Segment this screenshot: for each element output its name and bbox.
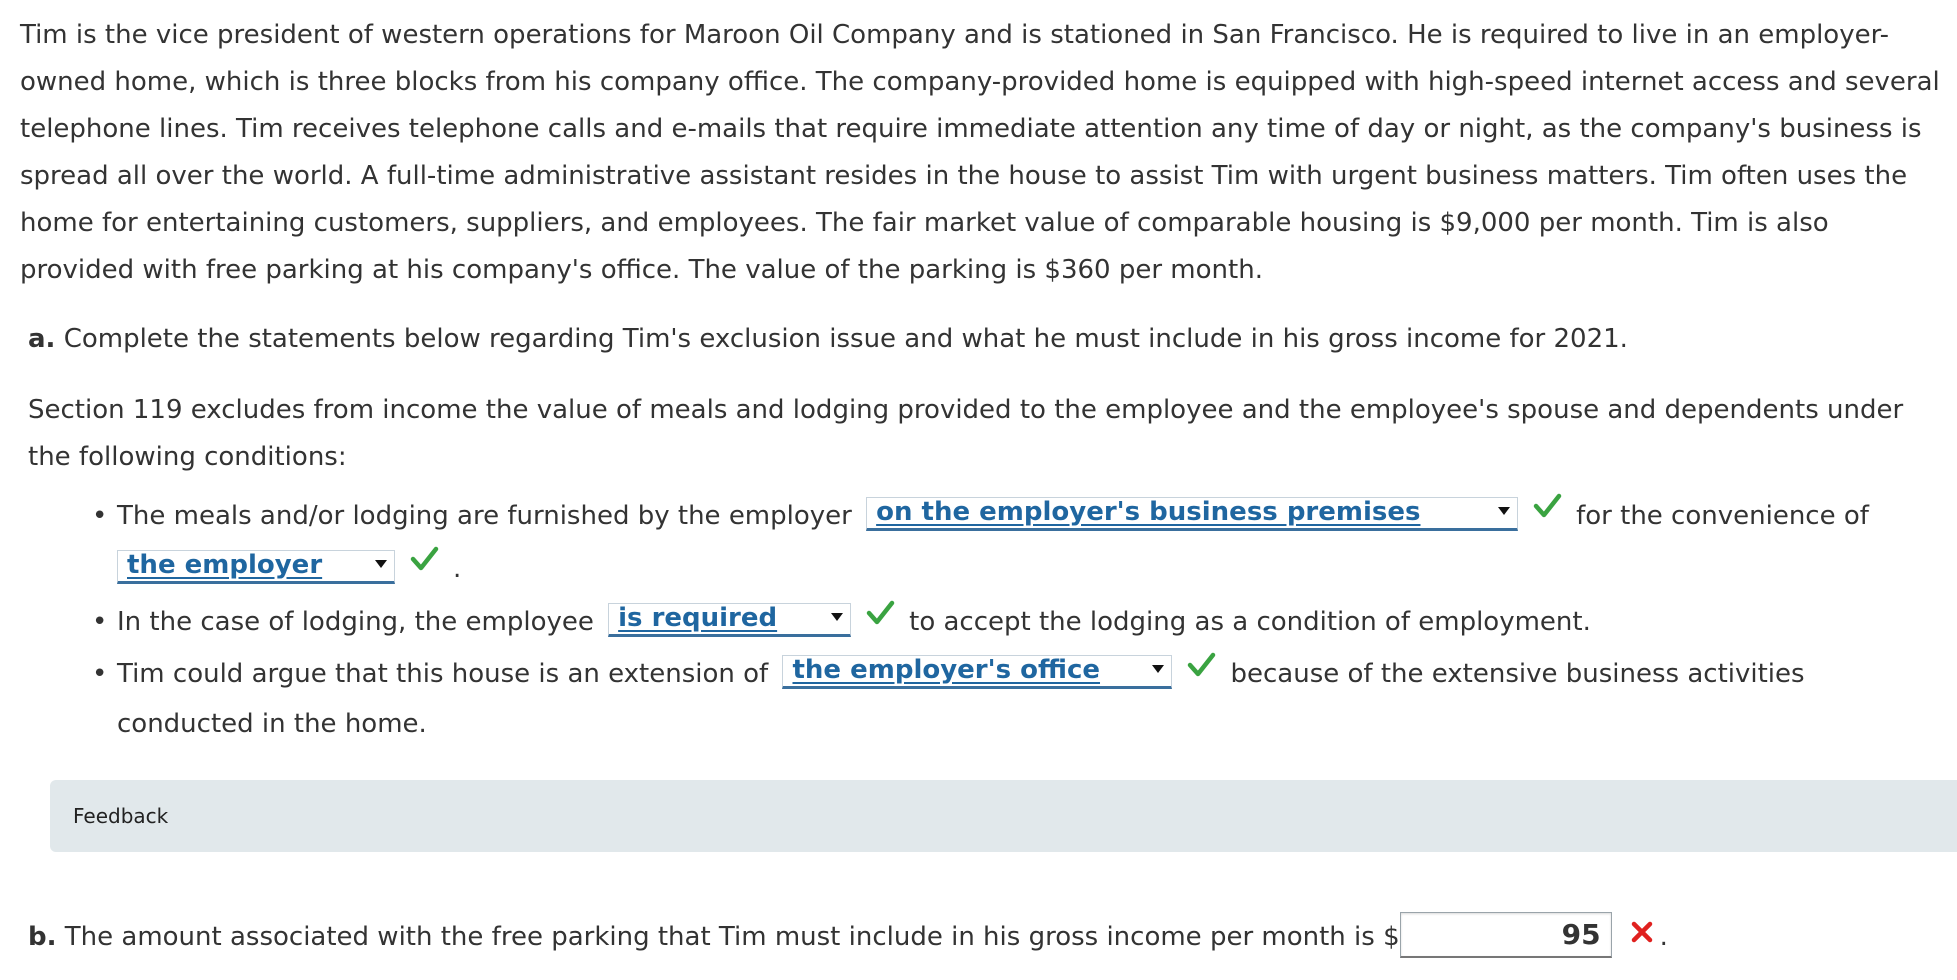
part-a-instruction [28, 316, 1628, 363]
bullet-dot-icon: • [92, 607, 108, 637]
part-a-text: Complete the statements below regarding Tim's exclusion issue and what he must include in his gross income for 2021. [63, 324, 1628, 354]
dropdown-arrow-icon [831, 613, 843, 621]
condition-3-text-before: Tim could argue that this house is an extension of [117, 659, 769, 689]
condition-1-period: . [453, 554, 462, 584]
part-a-label: a. [28, 324, 56, 354]
condition-3-text-after: because of the extensive business activities conducted in the home. [117, 659, 1805, 739]
conditions-list [84, 490, 1934, 749]
house-extension-dropdown[interactable] [782, 655, 1172, 689]
part-b-label: b. [28, 922, 57, 952]
bullet-dot-icon: • [92, 659, 108, 689]
checkmark-icon [865, 593, 895, 647]
condition-1-text-middle: for the convenience of [1576, 501, 1869, 531]
checkmark-icon [1532, 487, 1562, 540]
checkmark-icon [409, 540, 439, 593]
condition-item-2 [84, 595, 1934, 649]
checkmark-icon [1186, 647, 1216, 697]
premises-dropdown[interactable] [866, 497, 1518, 531]
condition-2-text-after: to accept the lodging as a condition of employment. [909, 607, 1591, 637]
dropdown-arrow-icon [375, 560, 387, 568]
employee-requirement-dropdown[interactable] [608, 603, 851, 637]
bullet-dot-icon: • [92, 501, 108, 531]
x-mark-icon [1630, 911, 1654, 961]
part-b-text: The amount associated with the free parking that Tim must include in his gross income per month is $ [64, 922, 1400, 952]
section-119-text: Section 119 excludes from income the value of meals and lodging provided to the employee and the employee's spouse and dependents under the following conditions: [28, 395, 1904, 472]
house-extension-dropdown-value: the employer's office [792, 654, 1101, 685]
employee-requirement-dropdown-value: is required [618, 602, 778, 633]
convenience-dropdown-value: the employer [127, 549, 323, 580]
condition-item-1 [84, 490, 1934, 595]
condition-2-text-before: In the case of lodging, the employee [117, 607, 594, 637]
condition-1-text-before: The meals and/or lodging are furnished by the employer [117, 501, 852, 531]
dropdown-arrow-icon [1498, 507, 1510, 515]
feedback-panel[interactable]: Feedback [50, 780, 1957, 852]
parking-amount-input[interactable]: 95 [1400, 912, 1612, 958]
dropdown-arrow-icon [1152, 665, 1164, 673]
condition-item-3 [84, 649, 1934, 749]
problem-statement: Tim is the vice president of western operations for Maroon Oil Company and is stationed in San Francisco. He is required to live in an employer-owned home, which is three blocks from his company office. The company-provided home is equipped with high-speed internet access and several telephone lines. Tim receives telephone calls and e-mails that require immediate attention any time of day or night, as the company's business is spread all over the world. A full-time administrative assistant resides in the house to assist Tim with urgent business matters. Tim often uses the home for entertaining customers, suppliers, and employees. The fair market value of comparable housing is $9,000 per month. Tim is also provided with free parking at his company's office. The value of the parking is $360 per month. [20, 20, 1940, 285]
part-b-question [28, 912, 1668, 962]
part-b-period: . [1659, 922, 1668, 952]
convenience-dropdown[interactable] [117, 550, 395, 584]
premises-dropdown-value: on the employer's business premises [876, 496, 1421, 527]
